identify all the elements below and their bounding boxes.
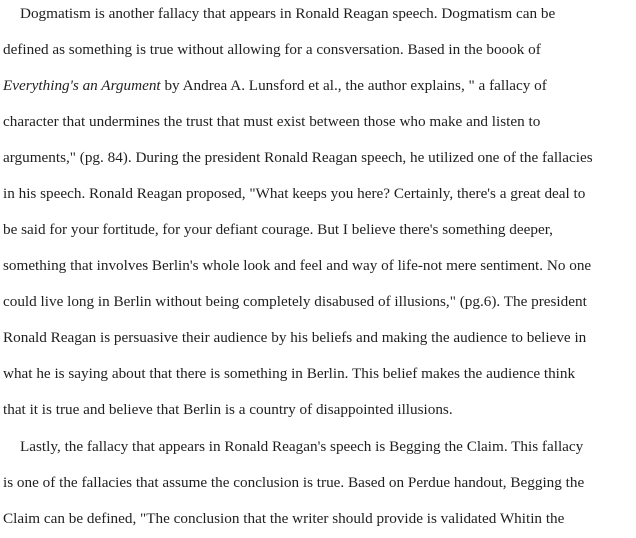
p1-line-4: character that undermines the trust that must exist between those who make and listen to xyxy=(3,113,541,130)
p1-line-9: could live long in Berlin without being completely disabused of illusions," (pg.6). The president xyxy=(3,293,587,310)
p2-line-1: Lastly, the fallacy that appears in Ronald Reagan's speech is Begging the Claim. This fallacy xyxy=(20,438,584,455)
p1-line-1: Dogmatism is another fallacy that appears in Ronald Reagan speech. Dogmatism can be xyxy=(20,5,556,22)
p1-line-12: that it is true and believe that Berlin is a country of disappointed illusions. xyxy=(3,401,453,418)
p1-line-11: what he is saying about that there is something in Berlin. This belief makes the audience think xyxy=(3,365,576,382)
p1-line-7: be said for your fortitude, for your defiant courage. But I believe there's something deeper, xyxy=(3,221,553,238)
p1-line-8: something that involves Berlin's whole look and feel and way of life-not mere sentiment. No one xyxy=(3,257,592,274)
p1-line-2: defined as something is true without allowing for a consversation. Based in the boook of xyxy=(3,41,541,58)
p1-line-5: arguments," (pg. 84). During the president Ronald Reagan speech, he utilized one of the fallacies xyxy=(3,149,593,166)
book-title: Everything's an Argument xyxy=(3,77,161,94)
p1-line-6: in his speech. Ronald Reagan proposed, "What keeps you here? Certainly, there's a great deal to xyxy=(3,185,586,202)
p1-line-3-rest: by Andrea A. Lunsford et al., the author explains, " a fallacy of xyxy=(160,77,547,94)
p1-line-3 xyxy=(3,76,547,96)
p2-line-3: Claim can be defined, "The conclusion that the writer should provide is validated Whitin the xyxy=(3,510,565,527)
p2-line-2: is one of the fallacies that assume the conclusion is true. Based on Perdue handout, Begging the xyxy=(3,474,585,491)
p1-line-10: Ronald Reagan is persuasive their audience by his beliefs and making the audience to believe in xyxy=(3,329,587,346)
